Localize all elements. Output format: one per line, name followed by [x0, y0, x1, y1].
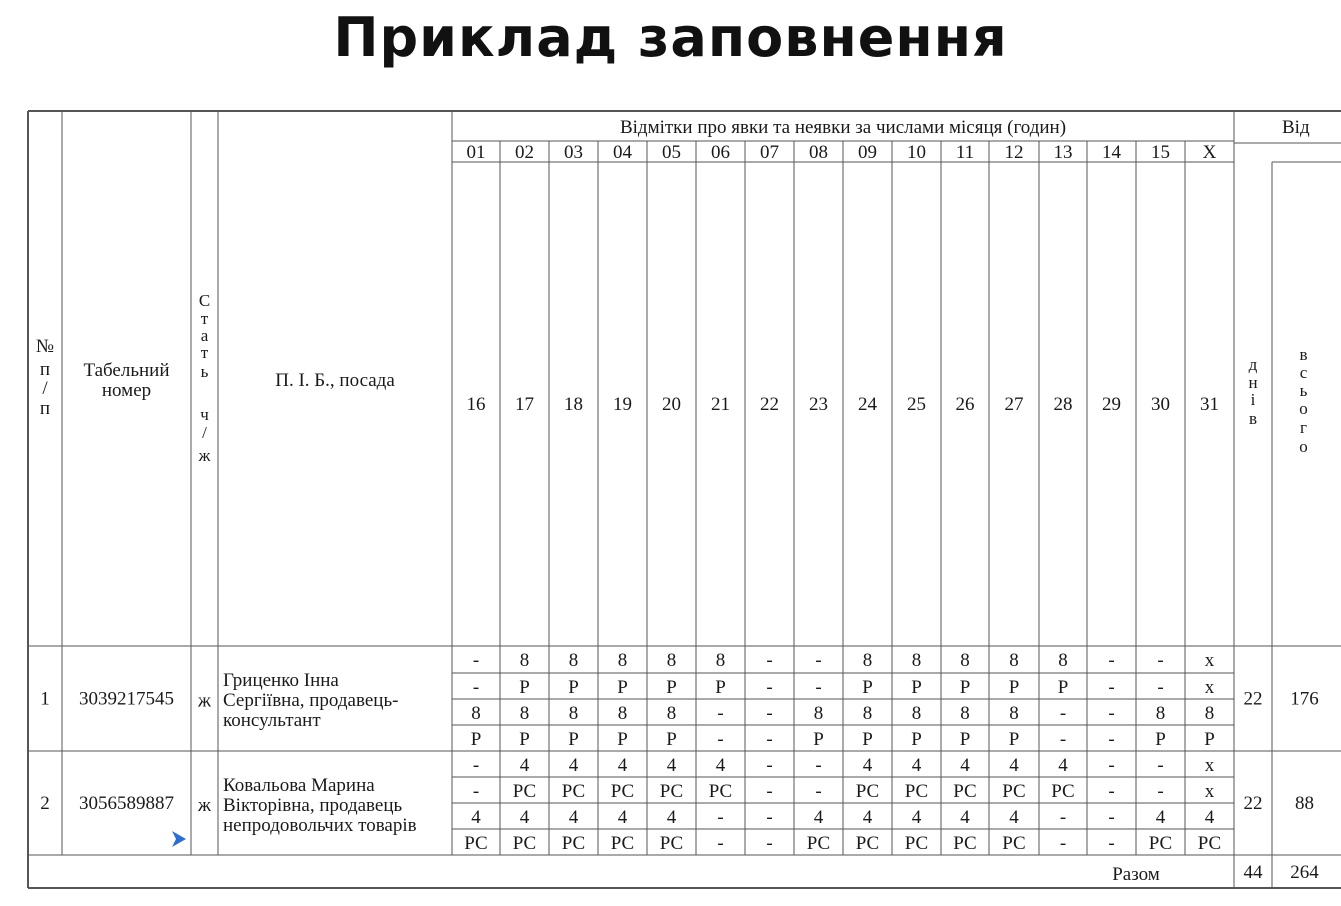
- mark-cell: Р: [617, 677, 628, 698]
- mark-cell: -: [766, 729, 773, 750]
- mark-cell: 4: [471, 807, 481, 828]
- mark-cell: Р: [666, 677, 677, 698]
- mark-cell: -: [766, 650, 773, 671]
- employee-name: консультант: [223, 710, 321, 731]
- mark-cell: 4: [1009, 807, 1019, 828]
- hours-total: 88: [1295, 793, 1314, 814]
- mark-cell: РС: [904, 833, 929, 854]
- mark-cell: -: [1108, 807, 1115, 828]
- mark-cell: Р: [1008, 677, 1020, 698]
- day-number-top: X: [1202, 142, 1217, 163]
- mark-cell: РС: [806, 833, 831, 854]
- header-sex: т: [200, 309, 209, 328]
- mark-cell: -: [717, 703, 724, 724]
- mark-cell: 8: [813, 703, 824, 724]
- mark-cell: -: [717, 833, 724, 854]
- mark-cell: 8: [1204, 703, 1215, 724]
- mark-cell: РС: [855, 781, 880, 802]
- mark-cell: -: [1157, 781, 1164, 802]
- mark-cell: -: [472, 781, 480, 802]
- mark-cell: 4: [519, 807, 530, 828]
- mark-cell: 4: [813, 807, 824, 828]
- mark-cell: х: [1204, 677, 1215, 698]
- mark-cell: -: [717, 807, 724, 828]
- mark-cell: -: [472, 755, 480, 776]
- mark-cell: 4: [568, 807, 579, 828]
- mark-cell: 8: [471, 703, 481, 724]
- day-number-top: 13: [1053, 142, 1073, 163]
- mark-cell: 8: [862, 650, 873, 671]
- mark-cell: -: [1059, 703, 1067, 724]
- mark-cell: 4: [1204, 807, 1215, 828]
- day-number-bottom: 23: [809, 394, 828, 415]
- mark-cell: РС: [1002, 833, 1026, 854]
- mark-cell: -: [766, 833, 773, 854]
- header-days: н: [1248, 373, 1258, 392]
- day-number-bottom: 19: [613, 394, 632, 415]
- mark-cell: -: [1108, 729, 1115, 750]
- mark-cell: 4: [715, 755, 726, 776]
- day-number-top: 08: [809, 142, 828, 163]
- mark-cell: -: [766, 677, 773, 698]
- mark-cell: 8: [666, 650, 677, 671]
- mark-cell: -: [815, 781, 822, 802]
- mark-cell: -: [1157, 755, 1164, 776]
- mark-cell: 4: [862, 807, 873, 828]
- mark-cell: РС: [512, 781, 537, 802]
- mark-cell: Р: [1155, 729, 1166, 750]
- mark-cell: 4: [911, 755, 922, 776]
- mark-cell: 8: [519, 650, 530, 671]
- mark-cell: -: [472, 650, 480, 671]
- day-number-top: 09: [858, 142, 877, 163]
- mark-cell: 4: [666, 807, 677, 828]
- employee-name: Вікторівна, продавець: [223, 795, 403, 816]
- header-marks: Відмітки про явки та неявки за числами місяця (годин): [619, 117, 1067, 138]
- mark-cell: Р: [1008, 729, 1020, 750]
- header-sex: С: [198, 291, 211, 310]
- header-pib: П. І. Б., посада: [275, 370, 395, 391]
- mark-cell: 4: [519, 755, 530, 776]
- mark-cell: 4: [568, 755, 579, 776]
- day-number-bottom: 29: [1102, 394, 1121, 415]
- day-number-top: 05: [662, 142, 681, 163]
- mark-cell: -: [1108, 781, 1115, 802]
- header-no: /: [42, 378, 48, 399]
- mark-cell: 4: [617, 755, 628, 776]
- header-no: п: [39, 359, 51, 380]
- mark-cell: РС: [1197, 833, 1222, 854]
- mark-cell: х: [1204, 755, 1215, 776]
- hours-total: 176: [1290, 688, 1319, 710]
- mark-cell: -: [766, 703, 773, 724]
- mark-cell: 4: [1058, 755, 1068, 776]
- day-number-bottom: 21: [711, 394, 730, 415]
- mark-cell: 8: [1058, 650, 1068, 671]
- employee-name: Сергіївна, продавець-: [223, 690, 399, 711]
- header-total: в: [1299, 345, 1308, 364]
- day-number-top: 14: [1102, 142, 1121, 163]
- day-number-top: 02: [515, 142, 534, 163]
- day-number-bottom: 24: [858, 394, 877, 415]
- tab-number: 3039217545: [79, 688, 174, 710]
- cursor-arrow-icon: [172, 831, 186, 847]
- mark-cell: РС: [610, 833, 635, 854]
- mark-cell: Р: [519, 677, 530, 698]
- day-number-top: 12: [1004, 142, 1024, 163]
- mark-cell: Р: [959, 677, 971, 698]
- sex-value: ж: [197, 795, 212, 816]
- header-days: д: [1248, 355, 1258, 374]
- day-number-bottom: 25: [907, 394, 926, 415]
- day-number-top: 03: [564, 142, 583, 163]
- mark-cell: 8: [715, 650, 726, 671]
- employee-name: Гриценко Інна: [223, 670, 339, 691]
- header-total: г: [1300, 418, 1307, 437]
- day-number-bottom: 16: [466, 394, 486, 415]
- day-number-bottom: 22: [760, 394, 779, 415]
- mark-cell: -: [1157, 650, 1164, 671]
- mark-cell: Р: [911, 729, 922, 750]
- day-number-top: 15: [1151, 142, 1170, 163]
- mark-cell: Р: [715, 677, 726, 698]
- day-number-top: 04: [613, 142, 632, 163]
- mark-cell: РС: [708, 781, 733, 802]
- header-sex: а: [200, 326, 209, 345]
- header-no: №: [35, 336, 55, 357]
- mark-cell: РС: [659, 781, 684, 802]
- mark-cell: Р: [1204, 729, 1215, 750]
- employee-name: непродовольчих товарів: [223, 815, 417, 836]
- total-label: Разом: [1112, 864, 1160, 885]
- total-hours: 264: [1290, 862, 1319, 883]
- mark-cell: 4: [862, 755, 873, 776]
- tab-number: 3056589887: [79, 793, 174, 814]
- mark-cell: 8: [617, 703, 628, 724]
- mark-cell: РС: [904, 781, 929, 802]
- mark-cell: РС: [659, 833, 684, 854]
- mark-cell: 8: [862, 703, 873, 724]
- mark-cell: РС: [953, 781, 977, 802]
- header-sex: ж: [198, 446, 211, 465]
- mark-cell: -: [1059, 807, 1067, 828]
- mark-cell: 8: [568, 650, 579, 671]
- mark-cell: х: [1204, 781, 1215, 802]
- mark-cell: 8: [911, 650, 922, 671]
- mark-cell: 8: [911, 703, 922, 724]
- mark-cell: 4: [666, 755, 677, 776]
- header-total: о: [1299, 399, 1308, 418]
- mark-cell: -: [1108, 755, 1115, 776]
- day-number-top: 01: [466, 142, 486, 163]
- header-sex: /: [202, 423, 207, 442]
- mark-cell: -: [815, 755, 822, 776]
- mark-cell: РС: [1051, 781, 1075, 802]
- mark-cell: 4: [960, 755, 970, 776]
- mark-cell: -: [1108, 650, 1115, 671]
- header-days: в: [1248, 409, 1258, 428]
- mark-cell: 4: [911, 807, 922, 828]
- day-number-top: 10: [907, 142, 926, 163]
- days-count: 22: [1243, 688, 1263, 710]
- mark-cell: Р: [568, 677, 579, 698]
- mark-cell: РС: [561, 781, 586, 802]
- mark-cell: 4: [1009, 755, 1019, 776]
- day-number-bottom: 18: [564, 394, 583, 415]
- header-tab-number: номер: [101, 380, 152, 401]
- mark-cell: Р: [617, 729, 628, 750]
- mark-cell: 8: [666, 703, 677, 724]
- mark-cell: РС: [464, 833, 488, 854]
- mark-cell: -: [815, 677, 822, 698]
- mark-cell: Р: [911, 677, 922, 698]
- mark-cell: Р: [1057, 677, 1069, 698]
- row-number: 1: [40, 688, 50, 710]
- mark-cell: х: [1204, 650, 1215, 671]
- day-number-top: 07: [760, 142, 779, 163]
- header-tab-number: Табельний: [83, 360, 170, 381]
- mark-cell: -: [766, 781, 773, 802]
- header-days: і: [1250, 390, 1256, 409]
- header-sex: т: [200, 343, 209, 362]
- page-title: Приклад заповнення: [333, 6, 1008, 69]
- mark-cell: РС: [610, 781, 635, 802]
- total-days: 44: [1243, 862, 1263, 883]
- row-number: 2: [40, 793, 50, 814]
- header-no: п: [39, 398, 51, 419]
- day-number-bottom: 26: [955, 394, 975, 415]
- mark-cell: -: [766, 807, 773, 828]
- mark-cell: Р: [959, 729, 971, 750]
- mark-cell: РС: [1148, 833, 1173, 854]
- day-number-bottom: 28: [1053, 394, 1073, 415]
- day-number-top: 11: [955, 142, 975, 163]
- day-number-bottom: 31: [1200, 394, 1219, 415]
- mark-cell: Р: [862, 729, 873, 750]
- days-count: 22: [1243, 793, 1263, 814]
- mark-cell: 8: [1155, 703, 1166, 724]
- mark-cell: -: [1108, 833, 1115, 854]
- mark-cell: Р: [568, 729, 579, 750]
- day-number-bottom: 17: [515, 394, 534, 415]
- mark-cell: 8: [1009, 703, 1019, 724]
- mark-cell: Р: [519, 729, 530, 750]
- mark-cell: 8: [568, 703, 579, 724]
- header-right: Від: [1282, 117, 1310, 138]
- sex-value: ж: [197, 690, 212, 712]
- header-total: ь: [1299, 381, 1308, 400]
- mark-cell: 8: [1009, 650, 1019, 671]
- mark-cell: 8: [960, 650, 970, 671]
- mark-cell: Р: [470, 729, 482, 750]
- mark-cell: 4: [1155, 807, 1166, 828]
- mark-cell: 8: [519, 703, 530, 724]
- mark-cell: -: [717, 729, 724, 750]
- header-sex: ь: [200, 362, 209, 381]
- mark-cell: Р: [862, 677, 873, 698]
- header-total: о: [1299, 437, 1308, 456]
- mark-cell: -: [815, 650, 822, 671]
- mark-cell: -: [1108, 677, 1115, 698]
- mark-cell: 4: [617, 807, 628, 828]
- mark-cell: Р: [666, 729, 677, 750]
- mark-cell: -: [1059, 833, 1067, 854]
- header-total: с: [1299, 363, 1308, 382]
- header-sex: ч: [200, 405, 209, 424]
- mark-cell: -: [1108, 703, 1115, 724]
- mark-cell: 4: [960, 807, 970, 828]
- day-number-bottom: 30: [1151, 394, 1170, 415]
- mark-cell: 8: [617, 650, 628, 671]
- day-number-top: 06: [711, 142, 730, 163]
- mark-cell: РС: [855, 833, 880, 854]
- mark-cell: РС: [561, 833, 586, 854]
- mark-cell: -: [766, 755, 773, 776]
- mark-cell: -: [1157, 677, 1164, 698]
- mark-cell: 8: [960, 703, 970, 724]
- mark-cell: РС: [1002, 781, 1026, 802]
- day-number-bottom: 27: [1004, 394, 1024, 415]
- mark-cell: -: [1059, 729, 1067, 750]
- mark-cell: РС: [512, 833, 537, 854]
- mark-cell: -: [472, 677, 480, 698]
- mark-cell: Р: [813, 729, 824, 750]
- day-number-bottom: 20: [662, 394, 681, 415]
- employee-name: Ковальова Марина: [223, 775, 375, 796]
- mark-cell: РС: [953, 833, 977, 854]
